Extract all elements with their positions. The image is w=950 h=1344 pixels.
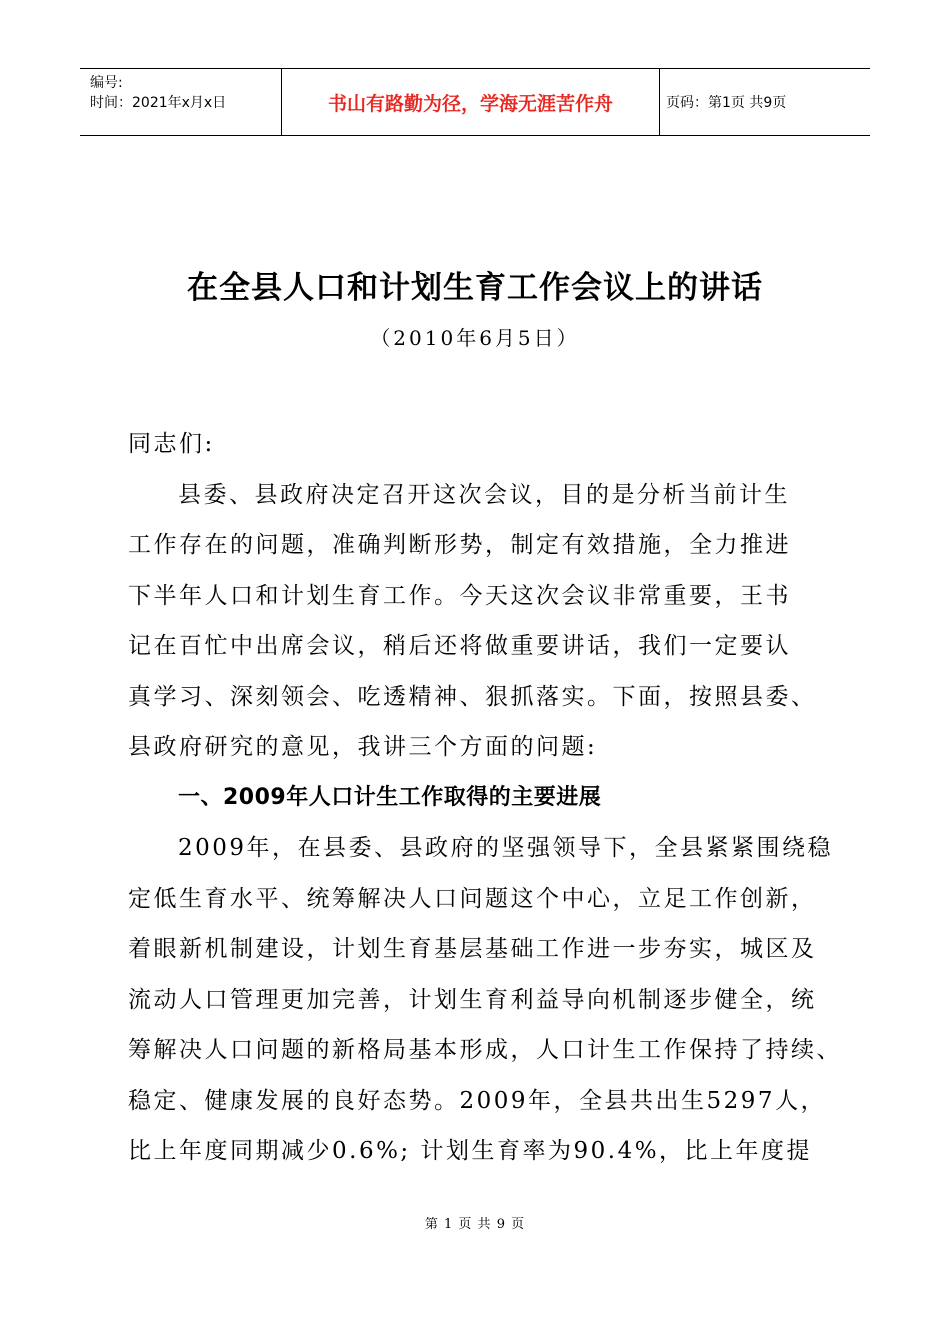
paragraph-line: 记在百忙中出席会议，稍后还将做重要讲话，我们一定要认 [128, 633, 791, 659]
paragraph-line: 比上年度同期减少0.6%; 计划生育率为90.4%，比上年度提 [128, 1138, 813, 1164]
paragraph-line: 县政府研究的意见，我讲三个方面的问题: [128, 734, 598, 760]
time-label: 时间：2021年x月x日 [90, 95, 227, 111]
paragraph-1 [128, 470, 848, 773]
document-date: （2010年6月5日） [370, 326, 580, 350]
number-label: 编号: [90, 75, 123, 91]
greeting: 同志们: [128, 431, 215, 457]
paragraph-line: 着眼新机制建设，计划生育基层基础工作进一步夯实，城区及 [128, 936, 817, 962]
document-body [128, 419, 848, 1177]
paragraph-line: 稳定、健康发展的良好态势。2009年，全县共出生5297人， [128, 1087, 827, 1114]
paragraph-line: 工作存在的问题，准确判断形势，制定有效措施，全力推进 [128, 532, 791, 558]
paragraph-line: 筹解决人口问题的新格局基本形成，人口计生工作保持了持续、 [128, 1037, 842, 1063]
paragraph-2 [128, 823, 848, 1177]
paragraph-line: 流动人口管理更加完善，计划生育利益导向机制逐步健全，统 [128, 986, 817, 1013]
document-title: 在全县人口和计划生育工作会议上的讲话 [187, 270, 763, 306]
page-footer: 第 1 页 共 9 页 [424, 1217, 526, 1232]
paragraph-line: 县委、县政府决定召开这次会议，目的是分析当前计生 [178, 481, 790, 508]
header-page-info: 页码：第1页 共9页 [666, 95, 787, 111]
paragraph-line: 定低生育水平、统筹解决人口问题这个中心，立足工作创新， [128, 885, 817, 912]
header-motto: 书山有路勤为径，学海无涯苦作舟 [282, 69, 660, 135]
paragraph-line: 真学习、深刻领会、吃透精神、狠抓落实。下面，按照县委、 [128, 683, 817, 710]
header-table [80, 68, 870, 136]
paragraph-line: 2009年，在县委、县政府的坚强领导下，全县紧紧围绕稳 [178, 835, 834, 861]
header-meta [80, 69, 282, 135]
paragraph-line: 下半年人口和计划生育工作。今天这次会议非常重要，王书 [128, 582, 791, 609]
section-heading: 一、2009年人口计生工作取得的主要进展 [178, 784, 602, 810]
